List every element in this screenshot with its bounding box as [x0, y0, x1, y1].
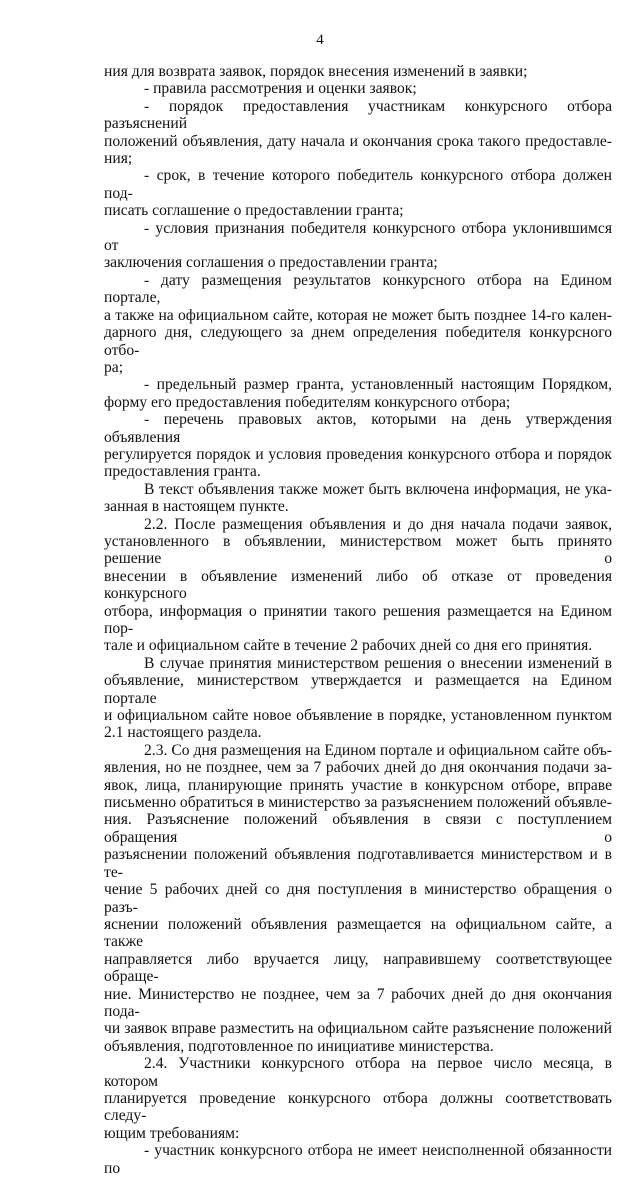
paragraph-line: внесении в объявление изменений либо об отказе от проведения конкурсного	[104, 567, 612, 603]
paragraph-line: ющим требованиям:	[104, 1124, 240, 1142]
paragraph-line: - порядок предоставления участникам конкурсного отбора разъяснений	[104, 97, 612, 133]
paragraph-line: разъяснении положений объявления подготавливается министерством и в те-	[104, 846, 612, 881]
paragraph-line: регулируется порядок и условия проведения конкурсного отбора и порядок	[104, 445, 612, 463]
paragraph-line: чение 5 рабочих дней со дня поступления в министерство обращения о разъ-	[104, 881, 612, 916]
paragraph-line: дарного дня, следующего за днем определения победителя конкурсного отбо-	[104, 324, 612, 359]
paragraph-line: ние. Министерство не позднее, чем за 7 рабочих дней до дня окончания пода-	[104, 985, 612, 1020]
paragraph-line: 2.3. Со дня размещения на Едином портале и официальном сайте объ-	[144, 741, 612, 759]
paragraph-line: заключения соглашения о предоставлении гранта;	[104, 254, 438, 272]
paragraph-line: В случае принятия министерством решения о внесении изменений в	[144, 654, 612, 672]
paragraph-line: планируется проведение конкурсного отбора должны соответствовать следу-	[104, 1089, 612, 1125]
paragraph-line: 2.2. После размещения объявления и до дня начала подачи заявок,	[144, 515, 612, 533]
paragraph-line: ра;	[104, 358, 124, 376]
paragraph-line: - предельный размер гранта, установленный настоящим Порядком,	[144, 376, 612, 394]
paragraph-line: ния;	[104, 150, 133, 168]
paragraph-line: ния. Разъяснение положений объявления в связи с поступлением обращения о	[104, 811, 612, 846]
paragraph-line: явок, лица, планирующие принять участие в конкурсном отборе, вправе	[104, 776, 612, 794]
paragraph-line: объявления, подготовленное по инициативе министерства.	[104, 1037, 494, 1055]
paragraph-line: чи заявок вправе разместить на официальном сайте разъяснение положений	[104, 1020, 612, 1038]
paragraph-line: - участник конкурсного отбора не имеет неисполненной обязанности по	[104, 1142, 612, 1177]
paragraph-line: письменно обратиться в министерство за разъяснением положений объявле-	[104, 794, 612, 812]
paragraph-line: тале и официальном сайте в течение 2 рабочих дней со дня его принятия.	[104, 637, 593, 655]
paragraph-line: форму его предоставления победителям конкурсного отбора;	[104, 393, 511, 411]
paragraph-line: В текст объявления также может быть включена информация, не ука-	[144, 480, 612, 498]
paragraph-line: направляется либо вручается лицу, направившему соответствующее обраще-	[104, 950, 612, 986]
paragraph-line: и официальном сайте новое объявление в порядке, установленном пунктом	[104, 707, 612, 725]
paragraph-line: ния для возврата заявок, порядок внесения изменений в заявки;	[104, 63, 528, 80]
paragraph-line: занная в настоящем пункте.	[104, 498, 289, 516]
paragraph-line: предоставления гранта.	[104, 463, 261, 481]
paragraph-line: объявление, министерством утверждается и размещается на Едином портале	[104, 672, 612, 707]
paragraph-line: явления, но не позднее, чем за 7 рабочих дней до дня окончания подачи за-	[104, 759, 612, 777]
paragraph-line: установленного в объявлении, министерством может быть принято решение о	[104, 532, 612, 568]
paragraph-line: положений объявления, дату начала и окончания срока такого предоставле-	[104, 132, 612, 150]
paragraph-line: 2.1 настоящего раздела.	[104, 724, 262, 742]
paragraph-line: - правила рассмотрения и оценки заявок;	[144, 80, 417, 98]
paragraph-line: яснении положений объявления размещается на официальном сайте, а также	[104, 915, 612, 951]
paragraph-line: отбора, информация о принятии такого решения размещается на Едином пор-	[104, 602, 612, 637]
paragraph-line: - дату размещения результатов конкурсного отбора на Едином портале,	[104, 271, 612, 307]
paragraph-line: 2.4. Участники конкурсного отбора на первое число месяца, в котором	[104, 1055, 612, 1090]
paragraph-line: писать соглашение о предоставлении гранта;	[104, 202, 404, 220]
paragraph-line: - срок, в течение которого победитель конкурсного отбора должен под-	[104, 167, 612, 202]
paragraph-line: - условия признания победителя конкурсного отбора уклонившимся от	[104, 219, 612, 255]
page-number: 4	[316, 32, 324, 48]
document-body	[104, 63, 612, 1177]
paragraph-line: - перечень правовых актов, которыми на день утверждения объявления	[104, 411, 612, 446]
paragraph-line: а также на официальном сайте, которая не может быть позднее 14-го кален-	[104, 306, 612, 324]
